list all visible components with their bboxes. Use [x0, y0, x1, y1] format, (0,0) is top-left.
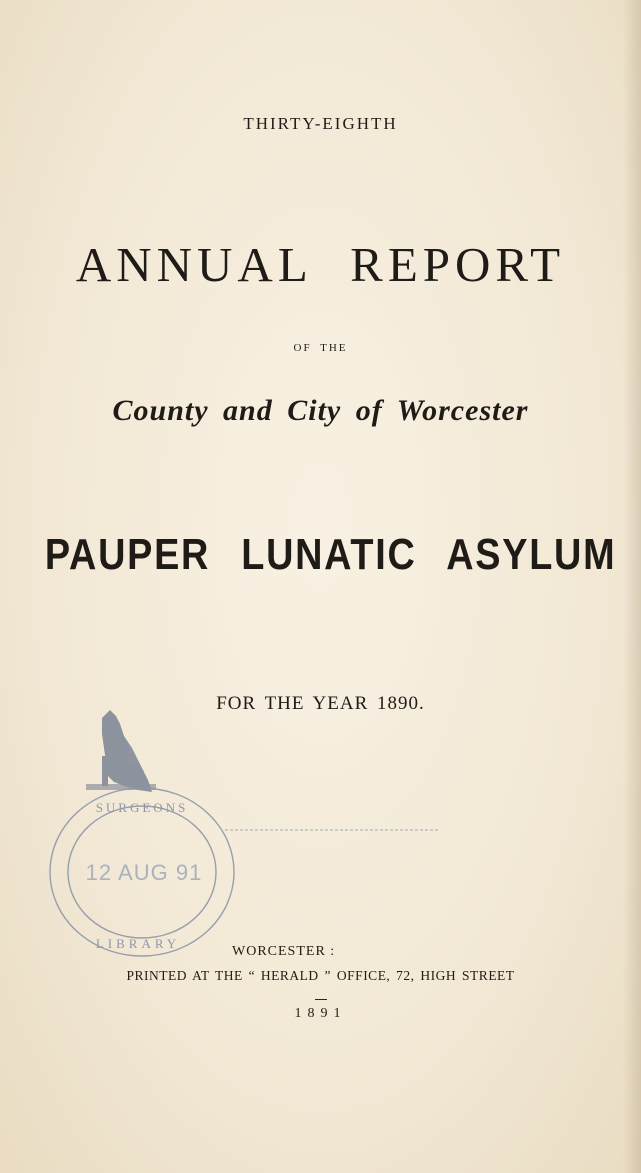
imprint-place: WORCESTER :	[232, 944, 336, 959]
stamp-bottom-text: LIBRARY	[95, 936, 181, 951]
of-the-label: OF THE	[293, 342, 348, 354]
library-stamp	[20, 700, 450, 980]
imprint-year: 1891	[294, 1006, 347, 1021]
imprint-printer: PRINTED AT THE “ HERALD ” OFFICE, 72, HIGH STREET	[126, 968, 515, 983]
report-title: ANNUAL REPORT	[75, 237, 566, 292]
report-ordinal: THIRTY-EIGHTH	[243, 114, 398, 133]
imprint-rule	[315, 999, 327, 1000]
crest-figure-icon	[86, 710, 156, 792]
institution-name: PAUPER LUNATIC ASYLUM	[44, 530, 617, 579]
page-edge-shadow	[623, 0, 641, 1173]
stamp-top-text: SURGEONS	[95, 800, 189, 815]
report-year-line: FOR THE YEAR 1890.	[216, 693, 425, 714]
county-city-line: County and City of Worcester	[112, 394, 529, 427]
stamp-date: 12 AUG 91	[85, 860, 203, 885]
